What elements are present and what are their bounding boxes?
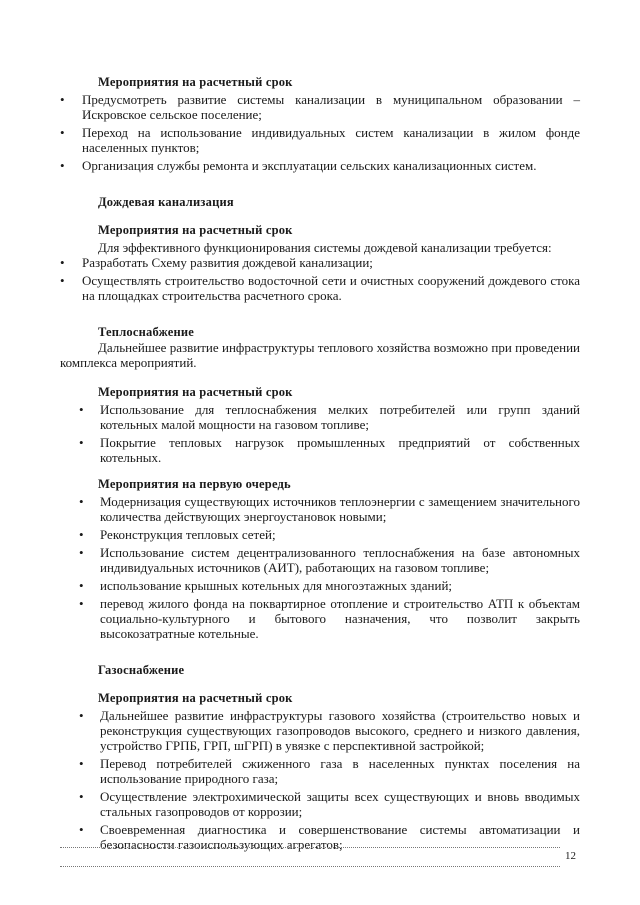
- bullet-icon: •: [60, 125, 65, 140]
- bullet-icon: •: [79, 596, 84, 611]
- heat-list-1: [60, 402, 580, 465]
- bullet-icon: •: [79, 435, 84, 450]
- rain-subtitle: Мероприятия на расчетный срок: [98, 223, 293, 237]
- list-item: • Покрытие тепловых нагрузок промышленных предприятий от собственных котельных.: [79, 435, 580, 465]
- list-item: • Осуществлять строительство водосточной сети и очистных сооружений дождевого стока на площадках строительства расчетного срока.: [60, 273, 580, 303]
- document-page: [60, 74, 580, 855]
- rain-intro: Для эффективного функционирования системы дождевой канализации требуется:: [98, 240, 552, 255]
- heat-intro: Дальнейшее развитие инфраструктуры теплового хозяйства возможно при проведении комплекса мероприятий.: [60, 340, 580, 370]
- footer-divider-top: [60, 847, 560, 848]
- bullet-icon: •: [60, 92, 65, 107]
- bullet-icon: •: [79, 756, 84, 771]
- bullet-icon: •: [79, 494, 84, 509]
- heat-subtitle-1: Мероприятия на расчетный срок: [98, 385, 293, 399]
- bullet-icon: •: [79, 708, 84, 723]
- bullet-icon: •: [79, 578, 84, 593]
- page-number: 12: [565, 850, 576, 862]
- bullet-icon: •: [79, 545, 84, 560]
- gas-subtitle: Мероприятия на расчетный срок: [98, 691, 293, 705]
- list-item: • Своевременная диагностика и совершенствование системы автоматизации и безопасности газоиспользующих агрегатов;: [79, 822, 580, 852]
- block1-list: [60, 92, 580, 173]
- list-item: • Разработать Схему развития дождевой канализации;: [60, 255, 373, 270]
- bullet-icon: •: [79, 527, 84, 542]
- list-item: • Реконструкция тепловых сетей;: [79, 527, 276, 542]
- list-item: • Переход на использование индивидуальных систем канализации в жилом фонде населенных пунктов;: [60, 125, 580, 155]
- heat-subtitle-2: Мероприятия на первую очередь: [98, 477, 291, 491]
- rain-list: [60, 255, 580, 303]
- list-item: • Модернизация существующих источников теплоэнергии с замещением значительного количества действующих энергоустановок новыми;: [79, 494, 580, 524]
- gas-section-title: Газоснабжение: [98, 663, 185, 677]
- footer-divider-bottom: [60, 866, 560, 867]
- list-item: • Использование для теплоснабжения мелких потребителей или групп зданий котельных малой мощности на газовом топливе;: [79, 402, 580, 432]
- bullet-icon: •: [60, 273, 65, 288]
- bullet-icon: •: [79, 402, 84, 417]
- list-item: • использование крышных котельных для многоэтажных зданий;: [79, 578, 453, 593]
- list-item: • Предусмотреть развитие системы канализации в муниципальном образовании – Искровское сельское поселение;: [60, 92, 580, 122]
- heat-list-2: [60, 494, 580, 641]
- gas-list: [60, 708, 580, 852]
- list-item: • перевод жилого фонда на поквартирное отопление и строительство АТП к объектам социально-культурного и бытового назначения, что позволит закрыть высокозатратные котельные.: [79, 596, 580, 641]
- list-item: • Организация службы ремонта и эксплуатации сельских канализационных систем.: [60, 158, 537, 173]
- bullet-icon: •: [60, 158, 65, 173]
- list-item: • Осуществление электрохимической защиты всех существующих и вновь вводимых стальных газопроводов от коррозии;: [79, 789, 580, 819]
- list-item: • Использование систем децентрализованного теплоснабжения на базе автономных индивидуальных источников (АИТ), работающих на газовом топливе;: [79, 545, 580, 575]
- bullet-icon: •: [79, 789, 84, 804]
- rain-section-title: Дождевая канализация: [98, 195, 234, 209]
- heat-section-title: Теплоснабжение: [98, 325, 195, 339]
- bullet-icon: •: [79, 822, 84, 837]
- bullet-icon: •: [60, 255, 65, 270]
- list-item: • Перевод потребителей сжиженного газа в населенных пунктах поселения на использование природного газа;: [79, 756, 580, 786]
- block1-subtitle: Мероприятия на расчетный срок: [98, 75, 293, 89]
- list-item: • Дальнейшее развитие инфраструктуры газового хозяйства (строительство новых и реконструкция существующих газопроводов высокого, среднего и низкого давления, устройство ГРПБ, ГРП, шГРП) в увязке с перспективной застройкой;: [79, 708, 580, 753]
